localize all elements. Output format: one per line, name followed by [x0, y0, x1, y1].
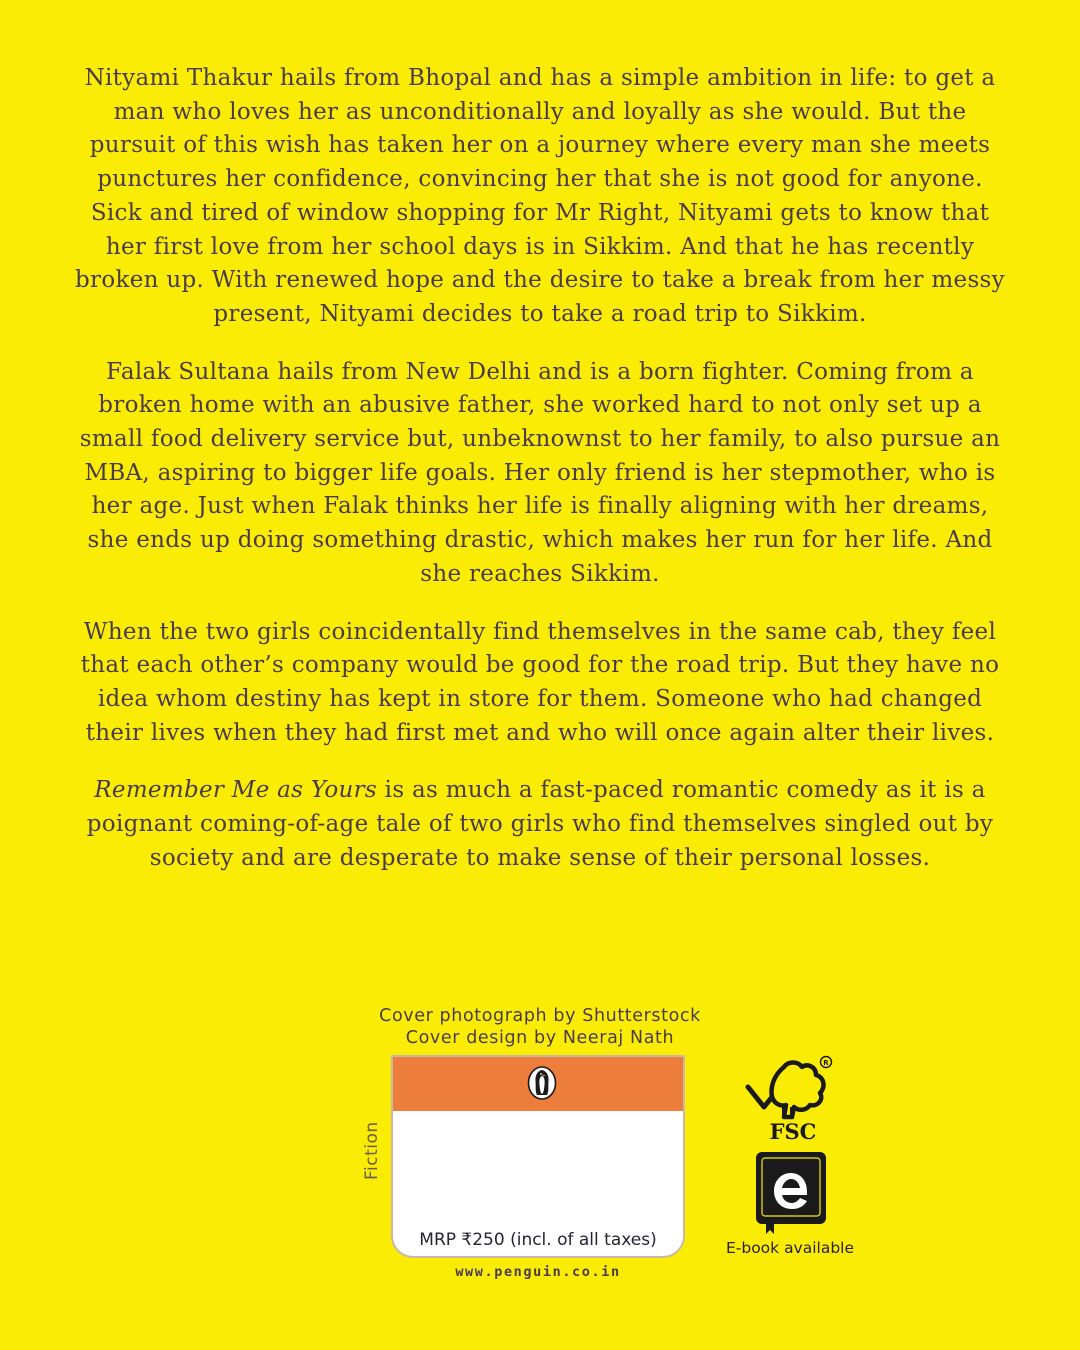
- ebook-icon: [752, 1150, 830, 1234]
- mrp-price: MRP ₹250 (incl. of all taxes): [419, 1230, 657, 1250]
- category-label: Fiction: [362, 1121, 382, 1180]
- publisher-url[interactable]: www.penguin.co.in: [455, 1264, 621, 1280]
- fsc-label: FSC: [769, 1119, 817, 1143]
- blurb-paragraph-2: Falak Sultana hails from New Delhi and is a born fighter. Coming from a broken home with an abusive father, she worked hard to not only set up a small food delivery service but, unbeknownst to her family, to also pursue an MBA, aspiring to bigger life goals. Her only friend is her stepmother, who is her age. Just when Falak thinks her life is finally aligning with her dreams, she ends up doing something drastic, which makes her run for her life. And she reaches Sikkim.: [79, 358, 1001, 587]
- svg-text:R: R: [823, 1059, 829, 1067]
- blurb-paragraph-4: [70, 774, 1010, 875]
- ebook-available-label: E-book available: [725, 1239, 855, 1257]
- fsc-tree-icon: [744, 1053, 836, 1143]
- photo-credit: Cover photograph by Shutterstock: [379, 1006, 701, 1026]
- blurb-paragraph-1: Nityami Thakur hails from Bhopal and has a simple ambition in life: to get a man who loves her as unconditionally and loyally as she would. But the pursuit of this wish has taken her on a journey where every man she meets punctures her confidence, convincing her that she is not good for anyone. Sick and tired of window shopping for Mr Right, Nityami gets to know that her first love from her school days is in Sikkim. And that he has recently broken up. With renewed hope and the desire to take a break from her messy present, Nityami decides to take a road trip to Sikkim.: [75, 65, 1005, 327]
- book-title: Remember Me as Yours: [94, 777, 378, 804]
- back-cover-blurb: [70, 62, 1010, 899]
- blurb-paragraph-4-text: is as much a fast-paced romantic comedy as it is a poignant coming-of-age tale of two girls who find themselves singled out by society and are desperate to make sense of their personal losses.: [86, 777, 994, 871]
- cover-credits: [330, 1005, 750, 1049]
- penguin-logo-icon: [527, 1066, 557, 1100]
- blurb-paragraph-3: When the two girls coincidentally find themselves in the same cab, they feel that each other’s company would be good for the road trip. But they have no idea whom destiny has kept in store for them. Someone who had changed their lives when they had first met and who will once again alter their lives.: [80, 618, 1000, 746]
- design-credit: Cover design by Neeraj Nath: [405, 1028, 675, 1048]
